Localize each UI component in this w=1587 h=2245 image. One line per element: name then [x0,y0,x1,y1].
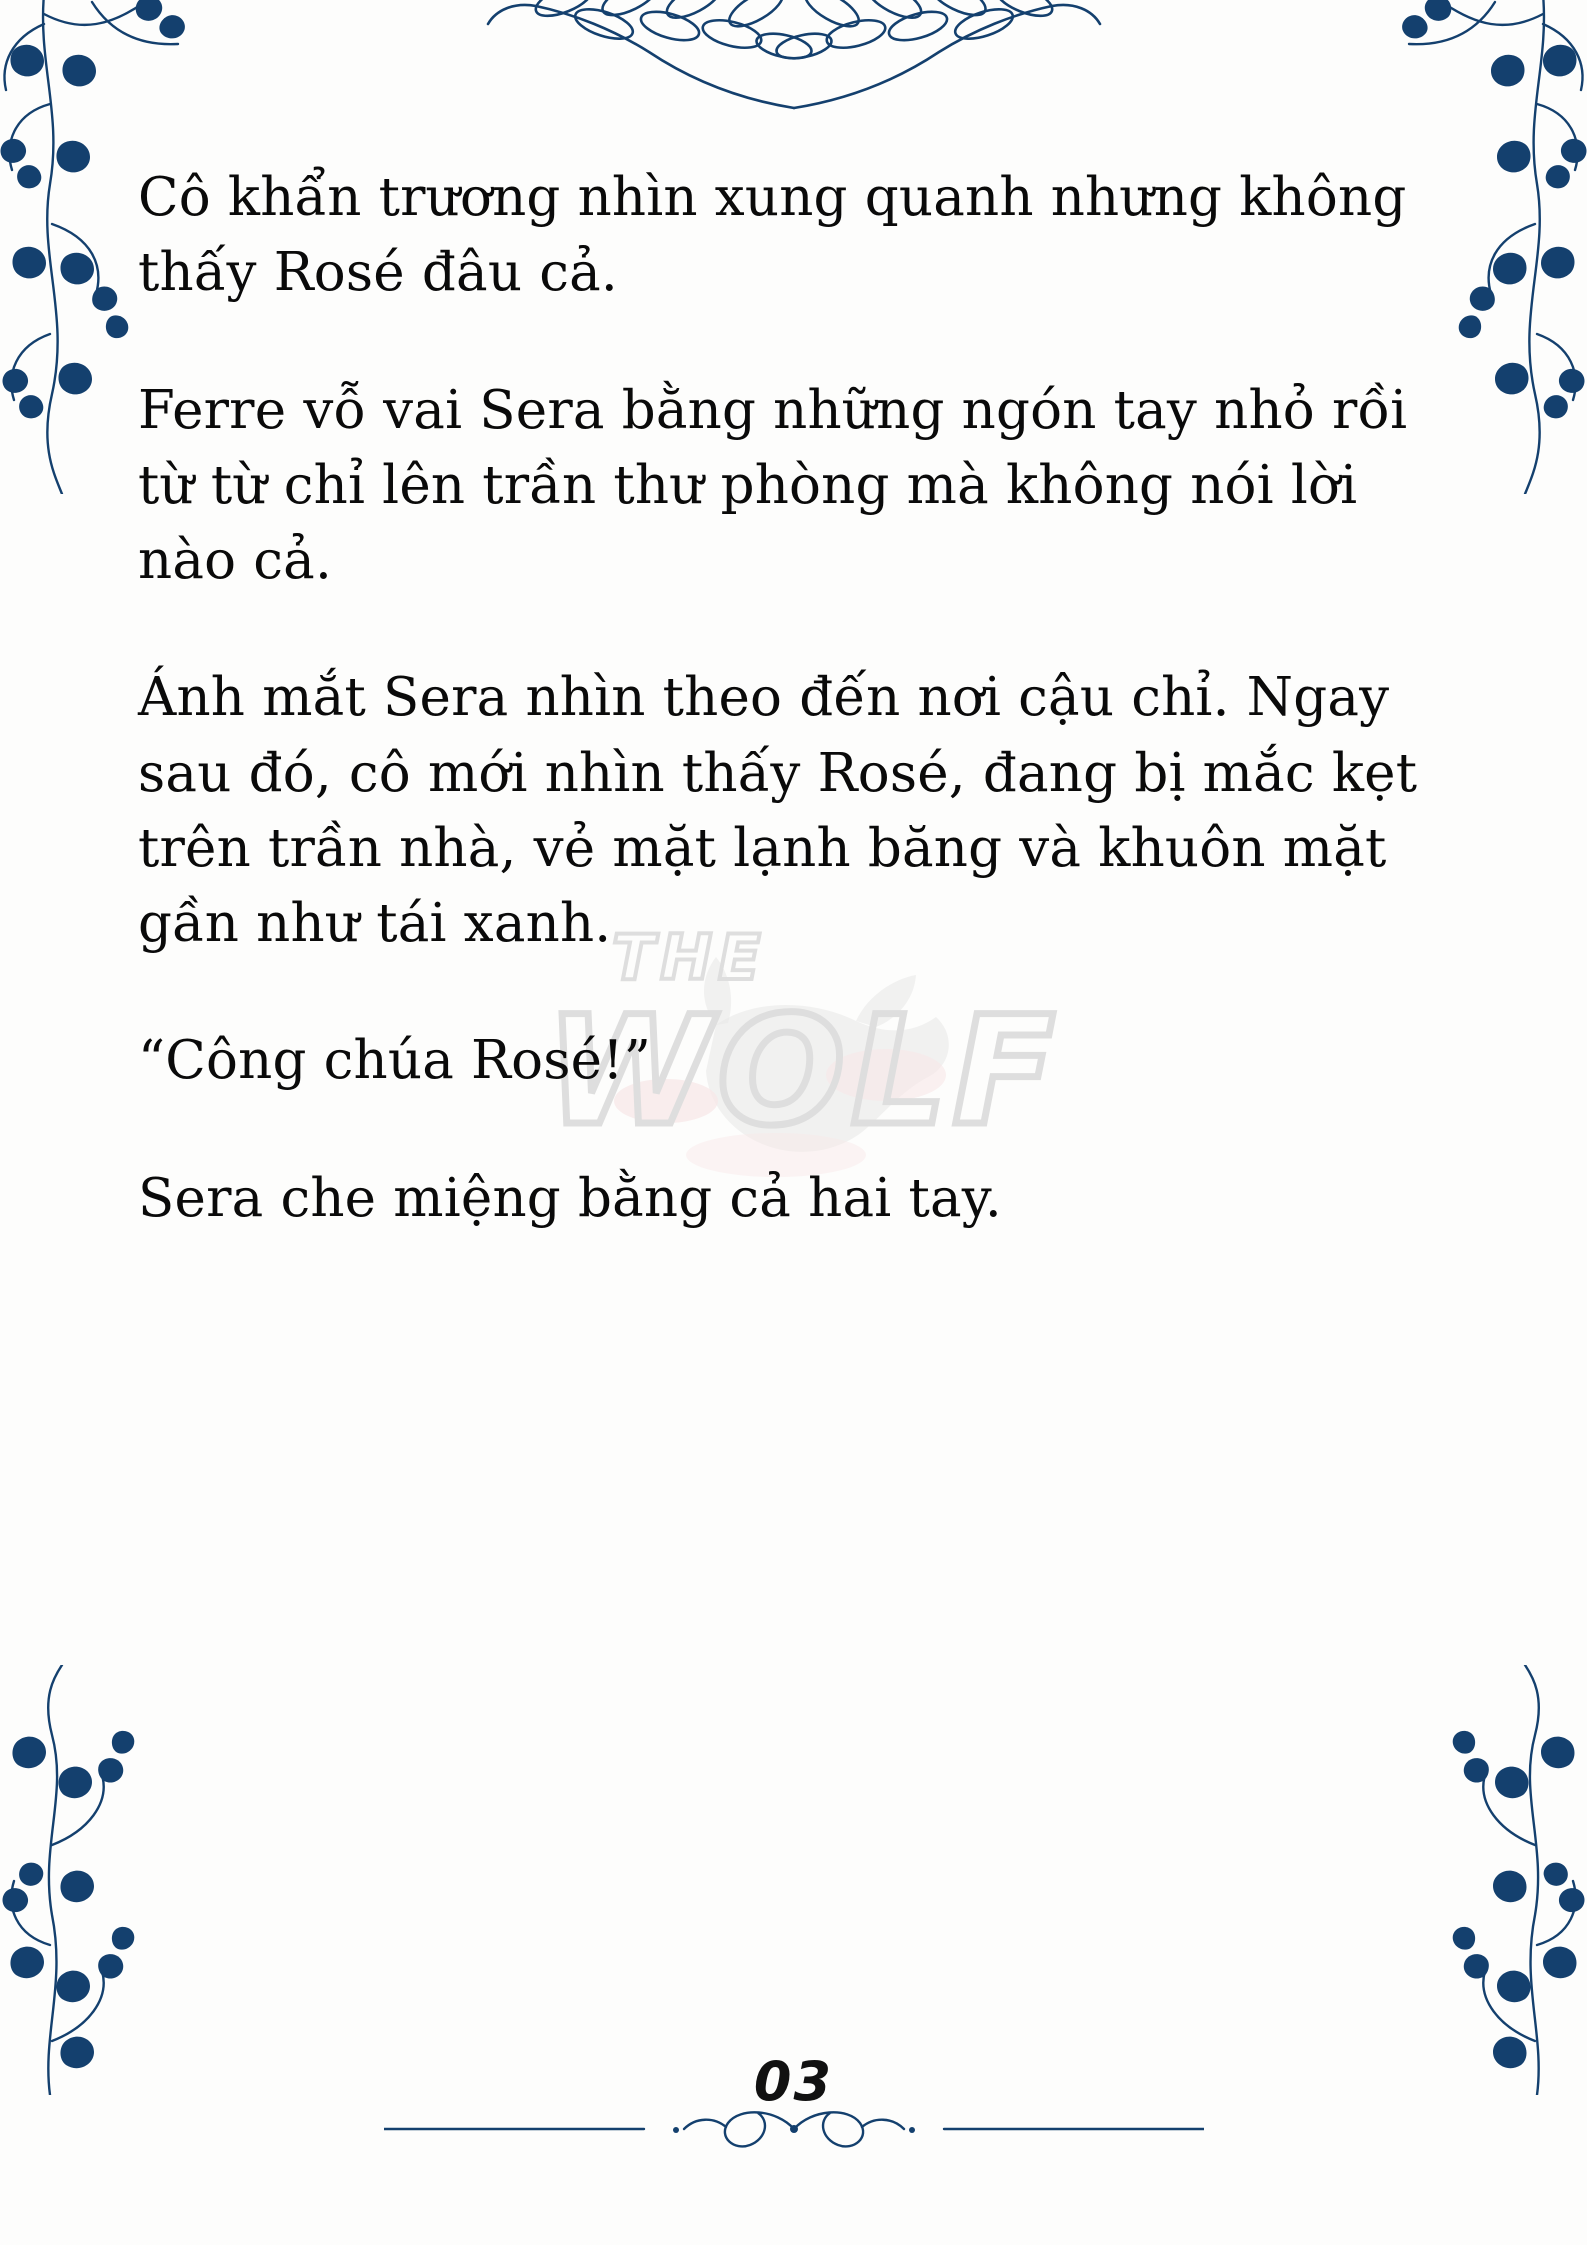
ivy-corner-ornament-bottom-left [0,1665,202,2095]
watermark-text-the: THE [611,921,767,994]
paragraph-1: Cô khẩn trương nhìn xung quanh nhưng không thấy Rosé đâu cả. [138,167,1407,304]
paragraph-5: Sera che miệng bằng cả hai tay. [138,1167,1002,1229]
paragraph-3: Ánh mắt Sera nhìn theo đến nơi cậu chỉ. Ngay sau đó, cô mới nhìn thấy Rosé, đang bị mắc kẹt trên trần nhà, vẻ mặt lạnh băng và khuôn mặt gần như tái xanh. [138,667,1418,954]
paragraph-4-dialogue: “Công chúa Rosé!” [138,1030,652,1092]
page-number: 03 [753,2050,834,2113]
paragraph-2: Ferre vỗ vai Sera bằng những ngón tay nhỏ rồi từ từ chỉ lên trần thư phòng mà không nói lời nào cả. [138,379,1408,591]
laurel-ornament-top [444,0,1144,120]
footer-flourish-divider [384,2099,1204,2159]
page-text-body [138,160,1467,1236]
watermark-text-wolf: WOLF [545,985,1061,1159]
ivy-corner-ornament-bottom-right [1385,1665,1587,2095]
